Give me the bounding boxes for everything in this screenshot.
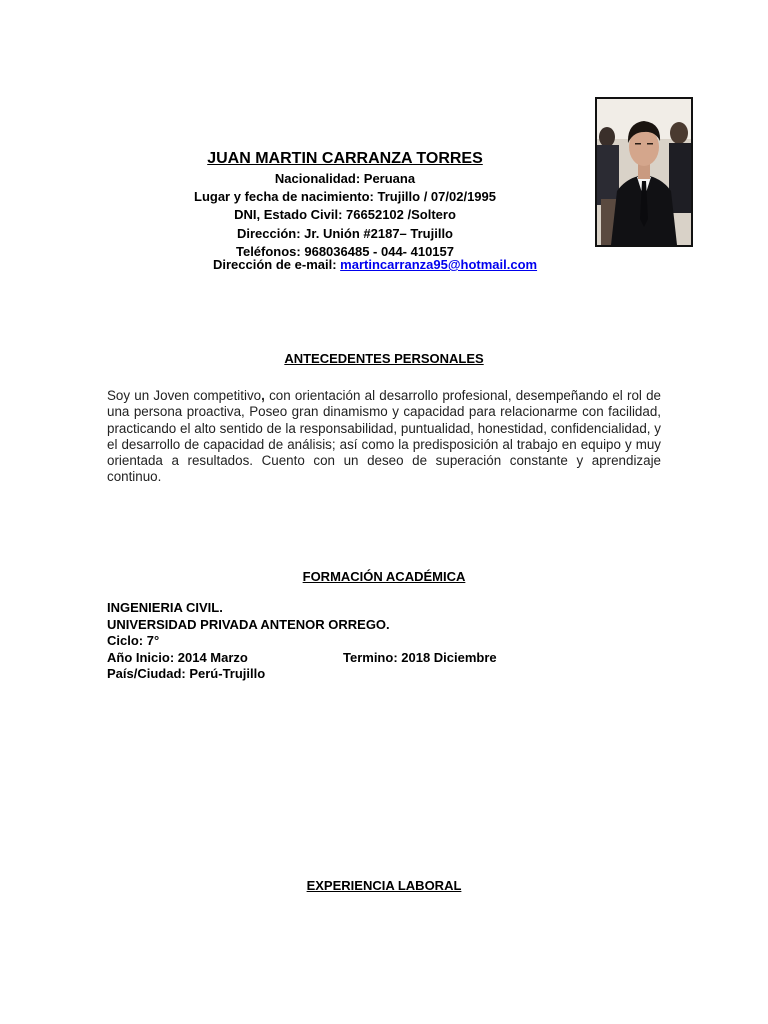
full-name: JUAN MARTIN CARRANZA TORRES [207,150,483,167]
dates-row [107,650,587,667]
person-photo-icon [597,99,691,245]
academic-details [107,600,587,683]
summary-part-2: con orientación al desarrollo profesional, desempeñando el rol de una persona proactiva, Poseo gran dinamismo y capacidad para relacionarme con facilidad, practicando el alto sentido de la responsabilidad, puntualidad, honestidad, confidencialidad, y el desarrollo de capacidad de análisis; así como la predisposición al trabajo en equipo y muy orientada a resultados. Cuento con un deseo de superación constante y aprendizaje continuo. [107,388,661,485]
address: Dirección: Jr. Unión #2187– Trujillo [236,225,454,241]
university: UNIVERSIDAD PRIVADA ANTENOR ORREGO. [107,616,390,632]
section-title-experience: EXPERIENCIA LABORAL [306,878,462,893]
section-title-personal: ANTECEDENTES PERSONALES [284,351,484,366]
profile-photo [595,97,693,247]
phones: Teléfonos: 968036485 - 044- 410157 [235,243,454,259]
end-date: Termino: 2018 Diciembre [343,649,497,665]
section-title-academic: FORMACIÓN ACADÉMICA [302,569,466,584]
degree: INGENIERIA CIVIL. [107,600,223,615]
cycle: Ciclo: 7° [107,633,160,648]
summary-bold-comma: , [261,388,265,403]
start-date: Año Inicio: 2014 Marzo [107,649,248,665]
personal-header [140,148,550,261]
email-label: Dirección de e-mail: [213,257,341,272]
summary-part-1: Soy un Joven competitivo [107,388,262,403]
personal-summary [107,388,661,486]
dni-civil-status: DNI, Estado Civil: 76652102 /Soltero [234,207,456,223]
birth-info: Lugar y fecha de nacimiento: Trujillo / 07/02/1995 [194,189,496,205]
email-link[interactable]: martincarranza95@hotmail.com [340,257,538,272]
nationality: Nacionalidad: Peruana [274,171,416,186]
location: País/Ciudad: Perú-Trujillo [107,666,266,681]
email-line [213,256,537,274]
